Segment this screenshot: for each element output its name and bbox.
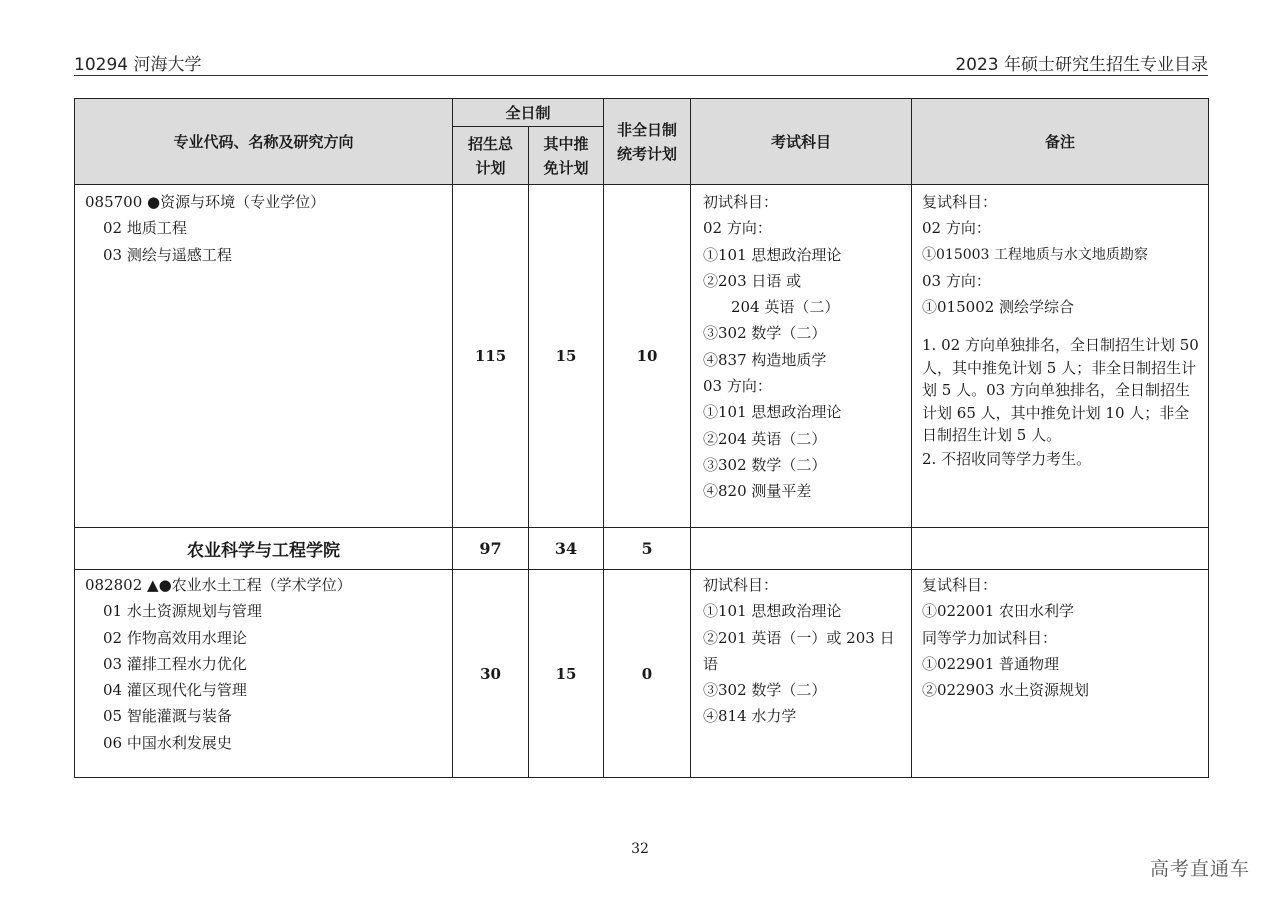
exam-column-header: 考试科目 <box>691 99 912 185</box>
exam-line: ①101 思想政治理论 <box>703 403 842 422</box>
exam-line: ③302 数学（二） <box>703 324 827 343</box>
total-plan-header-line2: 计划 <box>475 158 506 177</box>
major-code-name: 085700 ●资源与环境（专业学位） <box>85 193 326 211</box>
notes-line: 02 方向： <box>922 219 991 238</box>
major-column-header: 专业代码、名称及研究方向 <box>75 99 453 185</box>
table-row <box>75 570 1209 778</box>
exam-line: 初试科目： <box>703 576 779 594</box>
table-row <box>75 185 1209 528</box>
major-code-name: 082802 ▲●农业水土工程（学术学位） <box>85 576 352 594</box>
college-name: 农业科学与工程学院 <box>75 528 453 570</box>
research-direction: 05 智能灌溉与装备 <box>103 707 232 726</box>
exam-line: 03 方向： <box>703 377 772 396</box>
exempt-plan-value: 15 <box>529 185 604 528</box>
notes-line: 同等学力加试科目： <box>922 628 1058 647</box>
exam-line: 语 <box>703 654 719 673</box>
notes-line: ①022901 普通物理 <box>922 654 1060 673</box>
university-code-name: 10294 河海大学 <box>74 55 202 75</box>
catalog-title: 2023 年硕士研究生招生专业目录 <box>955 55 1208 75</box>
exempt-plan-header-line1: 其中推 <box>543 134 589 153</box>
parttime-header-line2: 统考计划 <box>617 144 678 163</box>
notes-cell <box>912 185 1209 528</box>
exempt-plan-value: 15 <box>529 570 604 778</box>
college-parttime-plan: 5 <box>604 528 691 570</box>
parttime-plan-header <box>604 99 691 185</box>
exam-line: ②201 英语（一）或 203 日 <box>703 628 895 647</box>
major-cell <box>75 570 453 778</box>
college-row <box>75 528 1209 570</box>
watermark-logo-text: 高考直通车 <box>1149 858 1250 880</box>
college-total-plan: 97 <box>453 528 529 570</box>
total-plan-value: 30 <box>453 570 529 778</box>
college-exam-empty <box>691 528 912 570</box>
notes-cell <box>912 570 1209 778</box>
exempt-plan-header-line2: 免计划 <box>543 158 589 177</box>
exam-line: ①101 思想政治理论 <box>703 602 842 621</box>
college-notes-empty <box>912 528 1209 570</box>
page-header <box>74 50 1208 74</box>
admissions-catalog-table <box>74 98 1209 778</box>
research-direction: 02 地质工程 <box>103 219 187 238</box>
exam-line: ③302 数学（二） <box>703 681 827 700</box>
major-cell <box>75 185 453 528</box>
research-direction: 02 作物高效用水理论 <box>103 628 247 647</box>
exam-line: 初试科目： <box>703 193 779 211</box>
college-exempt-plan: 34 <box>529 528 604 570</box>
notes-line: ②022903 水土资源规划 <box>922 681 1090 700</box>
exam-subjects-cell <box>691 185 912 528</box>
exam-line: ④814 水力学 <box>703 707 797 726</box>
notes-line: 复试科目： <box>922 576 998 594</box>
total-plan-header-line1: 招生总 <box>467 134 513 153</box>
exam-line: ②203 日语 或 <box>703 271 802 290</box>
research-direction: 03 测绘与遥感工程 <box>103 245 232 264</box>
notes-line: 03 方向： <box>922 271 991 290</box>
total-plan-header <box>453 127 529 185</box>
exam-line: ④837 构造地质学 <box>703 350 827 369</box>
exam-line: 204 英语（二） <box>731 298 840 317</box>
exam-line: ④820 测量平差 <box>703 482 812 501</box>
notes-line: ①015003 工程地质与水文地质勘察 <box>922 246 1148 263</box>
total-plan-value: 115 <box>453 185 529 528</box>
research-direction: 06 中国水利发展史 <box>103 733 232 752</box>
fulltime-group-header: 全日制 <box>453 99 604 127</box>
notes-paragraph: 1. 02 方向单独排名，全日制招生计划 50 人，其中推免计划 5 人；非全日制招生计划 5 人。03 方向单独排名，全日制招生计划 65 人，其中推免计划 10 人；非全日制招生计划 5 人。 <box>922 336 1199 445</box>
exam-line: ③302 数学（二） <box>703 455 827 474</box>
notes-line: ①015002 测绘学综合 <box>922 298 1075 317</box>
exam-line: ①101 思想政治理论 <box>703 245 842 264</box>
research-direction: 01 水土资源规划与管理 <box>103 602 262 621</box>
exam-line: ②204 英语（二） <box>703 429 827 448</box>
exam-line: 02 方向： <box>703 219 772 238</box>
header-rule <box>74 75 1208 76</box>
research-direction: 03 灌排工程水力优化 <box>103 654 247 673</box>
notes-line: ①022001 农田水利学 <box>922 602 1075 621</box>
research-direction: 04 灌区现代化与管理 <box>103 681 247 700</box>
parttime-plan-value: 0 <box>604 570 691 778</box>
notes-spacer <box>922 320 1200 334</box>
parttime-header-line1: 非全日制 <box>617 120 678 139</box>
notes-paragraph: 2. 不招收同等学力考生。 <box>922 449 1092 468</box>
notes-line: 复试科目： <box>922 193 998 211</box>
page-number: 32 <box>631 841 649 857</box>
notes-column-header: 备注 <box>912 99 1209 185</box>
parttime-plan-value: 10 <box>604 185 691 528</box>
exempt-plan-header <box>529 127 604 185</box>
exam-subjects-cell <box>691 570 912 778</box>
